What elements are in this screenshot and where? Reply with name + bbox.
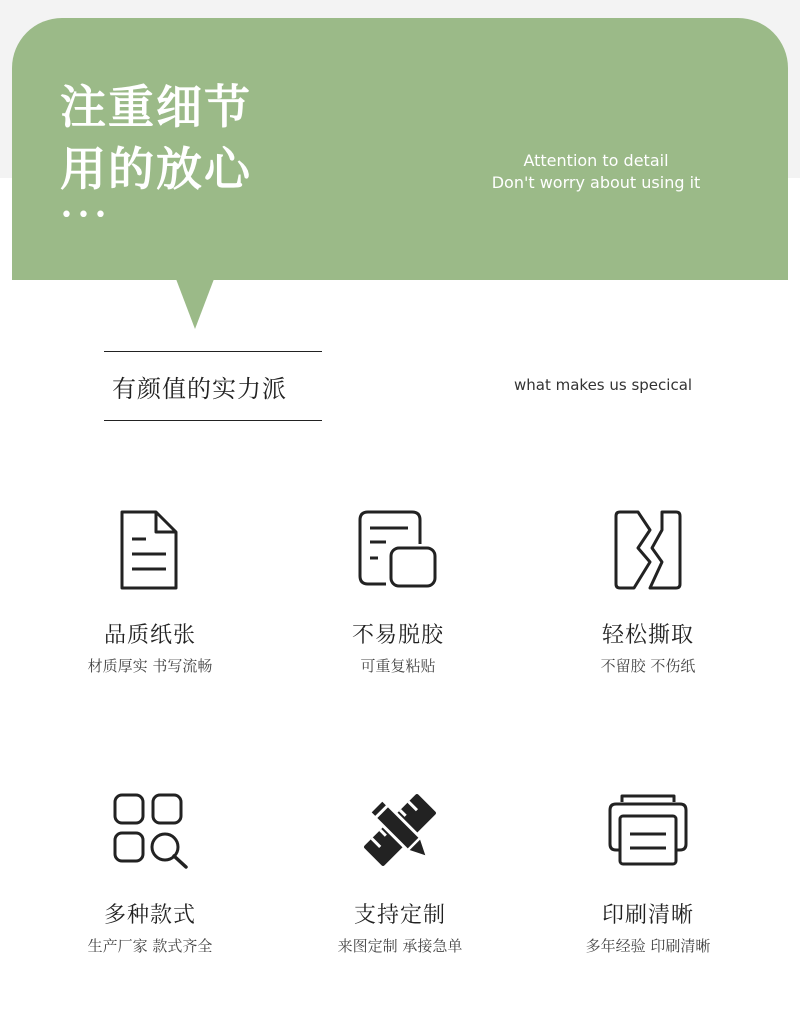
banner-english-line-1: Attention to detail xyxy=(523,151,669,170)
feature-paper-quality xyxy=(40,508,260,676)
sticky-notes-icon xyxy=(356,508,440,592)
feature-clear-print xyxy=(538,790,758,956)
feature-title: 支持定制 xyxy=(353,903,446,928)
banner-title-line-1: 注重细节 xyxy=(60,80,252,134)
section-heading-box xyxy=(104,351,322,421)
feature-strong-adhesive xyxy=(288,508,508,676)
tear-paper-icon xyxy=(608,508,688,592)
feature-title: 多种款式 xyxy=(103,903,196,928)
feature-subtitle: 生产厂家 款式齐全 xyxy=(87,937,213,955)
banner-dots: ••• xyxy=(60,203,111,228)
feature-subtitle: 可重复粘贴 xyxy=(360,657,436,675)
feature-title: 轻松撕取 xyxy=(601,623,694,648)
grid-search-icon xyxy=(110,790,190,870)
header-banner xyxy=(12,18,788,280)
feature-title: 品质纸张 xyxy=(103,623,196,648)
banner-english-tagline xyxy=(446,150,746,194)
feature-subtitle: 多年经验 印刷清晰 xyxy=(585,937,711,955)
section-title: 有颜值的实力派 xyxy=(112,375,287,403)
banner-title-line-2: 用的放心 xyxy=(60,142,252,196)
banner-pointer-triangle xyxy=(176,279,214,329)
feature-subtitle: 不留胶 不伤纸 xyxy=(600,657,696,675)
banner-english-line-2: Don't worry about using it xyxy=(491,173,701,192)
document-icon xyxy=(110,508,190,592)
feature-subtitle: 材质厚实 书写流畅 xyxy=(87,657,213,675)
feature-many-styles xyxy=(40,790,260,956)
feature-subtitle: 来图定制 承接急单 xyxy=(337,937,463,955)
feature-customization xyxy=(290,790,510,956)
pencil-ruler-icon xyxy=(360,790,440,870)
feature-title: 不易脱胶 xyxy=(351,623,444,648)
section-subtitle: what makes us specical xyxy=(514,376,693,394)
printer-icon xyxy=(606,790,690,870)
banner-title xyxy=(60,76,252,200)
feature-easy-tear xyxy=(538,508,758,676)
feature-title: 印刷清晰 xyxy=(601,903,694,928)
